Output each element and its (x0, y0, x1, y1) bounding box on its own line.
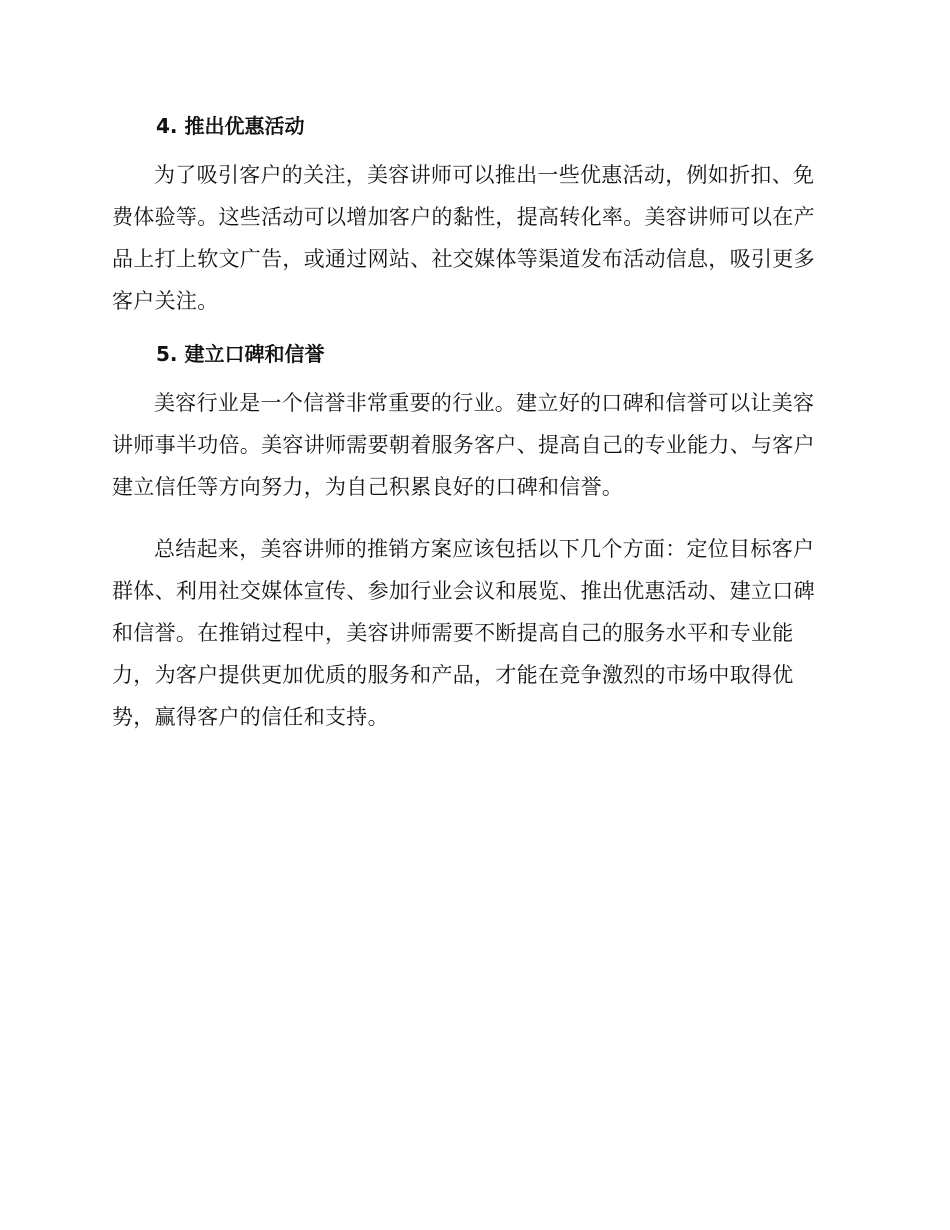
section-reputation (112, 338, 834, 508)
document-content (112, 110, 834, 750)
section-body-promotions: 为了吸引客户的关注，美容讲师可以推出一些优惠活动，例如折扣、免费体验等。这些活动可以增加客户的黏性，提高转化率。美容讲师可以在产品上打上软文广告，或通过网站、社交媒体等渠道发布活动信息，吸引更多客户关注。 (112, 163, 815, 313)
summary-paragraph: 总结起来，美容讲师的推销方案应该包括以下几个方面：定位目标客户群体、利用社交媒体宣传、参加行业会议和展览、推出优惠活动、建立口碑和信誉。在推销过程中，美容讲师需要不断提高自己的服务水平和专业能力，为客户提供更加优质的服务和产品，才能在竞争激烈的市场中取得优势，赢得客户的信任和支持。 (112, 537, 815, 729)
section-body-reputation: 美容行业是一个信誉非常重要的行业。建立好的口碑和信誉可以让美容讲师事半功倍。美容讲师需要朝着服务客户、提高自己的专业能力、与客户建立信任等方向努力，为自己积累良好的口碑和信誉。 (112, 391, 815, 499)
section-promotions (112, 110, 834, 322)
section-summary (112, 528, 834, 738)
section-heading-reputation: 5. 建立口碑和信誉 (156, 342, 325, 366)
section-heading-promotions: 4. 推出优惠活动 (156, 114, 305, 138)
